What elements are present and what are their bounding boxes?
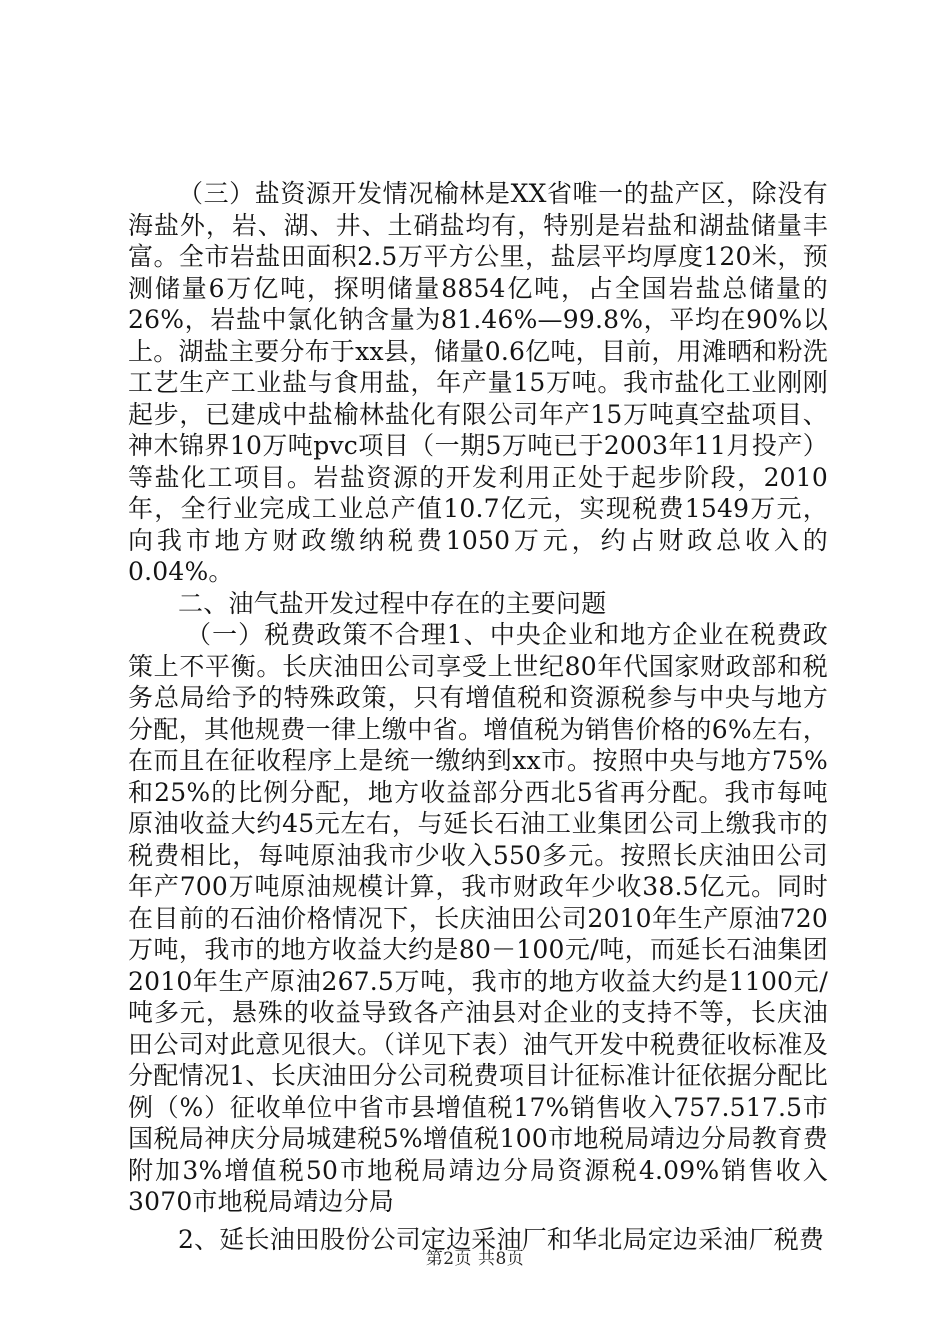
paragraph-tax-policy: （一）税费政策不合理1、中央企业和地方企业在税费政策上不平衡。长庆油田公司享受上世纪80年代国家财政部和税务总局给予的特殊政策，只有增值税和资源税参与中央与地方分配，其他规费一律上缴中省。增值税为销售价格的6%左右，在而且在征收程序上是统一缴纳到xx市。按照中央与地方75%和25%的比例分配，地方收益部分西北5省再分配。我市每吨原油收益大约45元左右，与延长石油工业集团公司上缴我市的税费相比，每吨原油我市少收入550多元。按照长庆油田公司年产700万吨原油规模计算，我市财政年少收38.5亿元。同时在目前的石油价格情况下，长庆油田公司2010年生产原油720万吨，我市的地方收益大约是80－100元/吨，而延长石油集团2010年生产原油267.5万吨，我市的地方收益大约是1100元/吨多元，悬殊的收益导致各产油县对企业的支持不等，长庆油田公司对此意见很大。（详见下表）油气开发中税费征收标准及分配情况1、长庆油田分公司税费项目计征标准计征依据分配比例（%）征收单位中省市县增值税17%销售收入757.517.5市国税局神庆分局城建税5%增值税100市地税局靖边分局教育费附加3%增值税50市地税局靖边分局资源税4.09%销售收入3070市地税局靖边分局: [128, 620, 828, 1216]
document-body: [128, 178, 828, 1255]
paragraph-salt-resources: （三）盐资源开发情况榆林是XX省唯一的盐产区，除没有海盐外，岩、湖、井、土硝盐均有，特别是岩盐和湖盐储量丰富。全市岩盐田面积2.5万平方公里，盐层平均厚度120米，预测储量6万亿吨，探明储量8854亿吨，占全国岩盐总储量的26%，岩盐中氯化钠含量为81.46%—99.8%，平均在90%以上。湖盐主要分布于xx县，储量0.6亿吨，目前，用滩晒和粉洗工艺生产工业盐与食用盐，年产量15万吨。我市盐化工业刚刚起步，已建成中盐榆林盐化有限公司年产15万吨真空盐项目、神木锦界10万吨pvc项目（一期5万吨已于2003年11月投产）等盐化工项目。岩盐资源的开发利用正处于起步阶段，2010年，全行业完成工业总产值10.7亿元，实现税费1549万元，向我市地方财政缴纳税费1050万元，约占财政总收入的0.04%。: [128, 179, 828, 586]
page-footer: [0, 1244, 950, 1269]
section-heading-main-problems: 二、油气盐开发过程中存在的主要问题: [178, 588, 607, 618]
paragraph-yanchang-oilfield: 2、延长油田股份公司定边采油厂和华北局定边采油厂税费: [178, 1224, 825, 1254]
page-number-label: 第2页 共8页: [425, 1249, 525, 1269]
